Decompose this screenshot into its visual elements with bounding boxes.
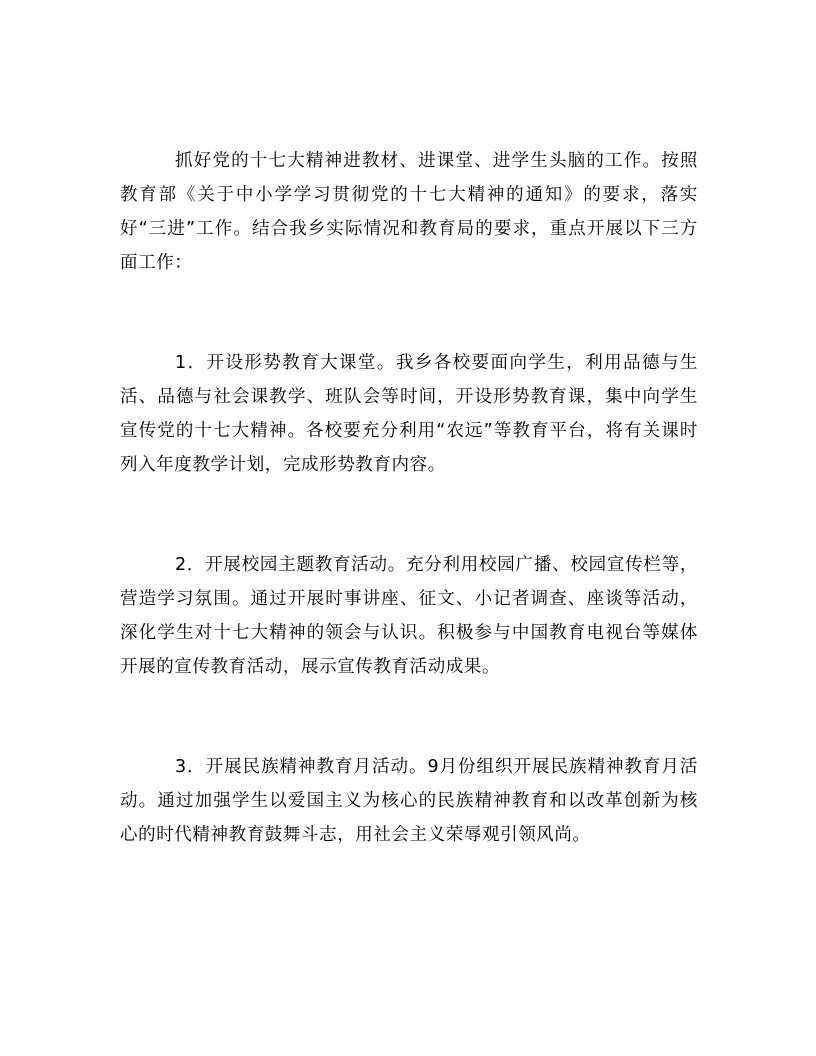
item-1-paragraph: 1．开设形势教育大课堂。我乡各校要面向学生，利用品德与生活、品德与社会课教学、班队会等时间，开设形势教育课，集中向学生宣传党的十七大精神。各校要充分利用“农远”等教育平台，将有关课时列入年度教学计划，完成形势教育内容。 xyxy=(120,353,698,475)
intro-paragraph: 抓好党的十七大精神进教材、进课堂、进学生头脑的工作。按照教育部《关于中小学学习贯彻党的十七大精神的通知》的要求，落实好“三进”工作。结合我乡实际情况和教育局的要求，重点开展以下三方面工作： xyxy=(120,151,698,273)
paragraph-spacer xyxy=(120,684,698,750)
paragraph-spacer xyxy=(120,482,698,548)
item-3-paragraph: 3．开展民族精神教育月活动。9月份组织开展民族精神教育月活动。通过加强学生以爱国主义为核心的民族精神教育和以改革创新为核心的时代精神教育鼓舞斗志，用社会主义荣辱观引领风尚。 xyxy=(120,757,698,845)
document-body xyxy=(120,144,698,852)
paragraph-spacer xyxy=(120,280,698,346)
item-2-paragraph: 2．开展校园主题教育活动。充分利用校园广播、校园宣传栏等，营造学习氛围。通过开展时事讲座、征文、小记者调查、座谈等活动，深化学生对十七大精神的领会与认识。积极参与中国教育电视台等媒体开展的宣传教育活动，展示宣传教育活动成果。 xyxy=(120,555,698,677)
